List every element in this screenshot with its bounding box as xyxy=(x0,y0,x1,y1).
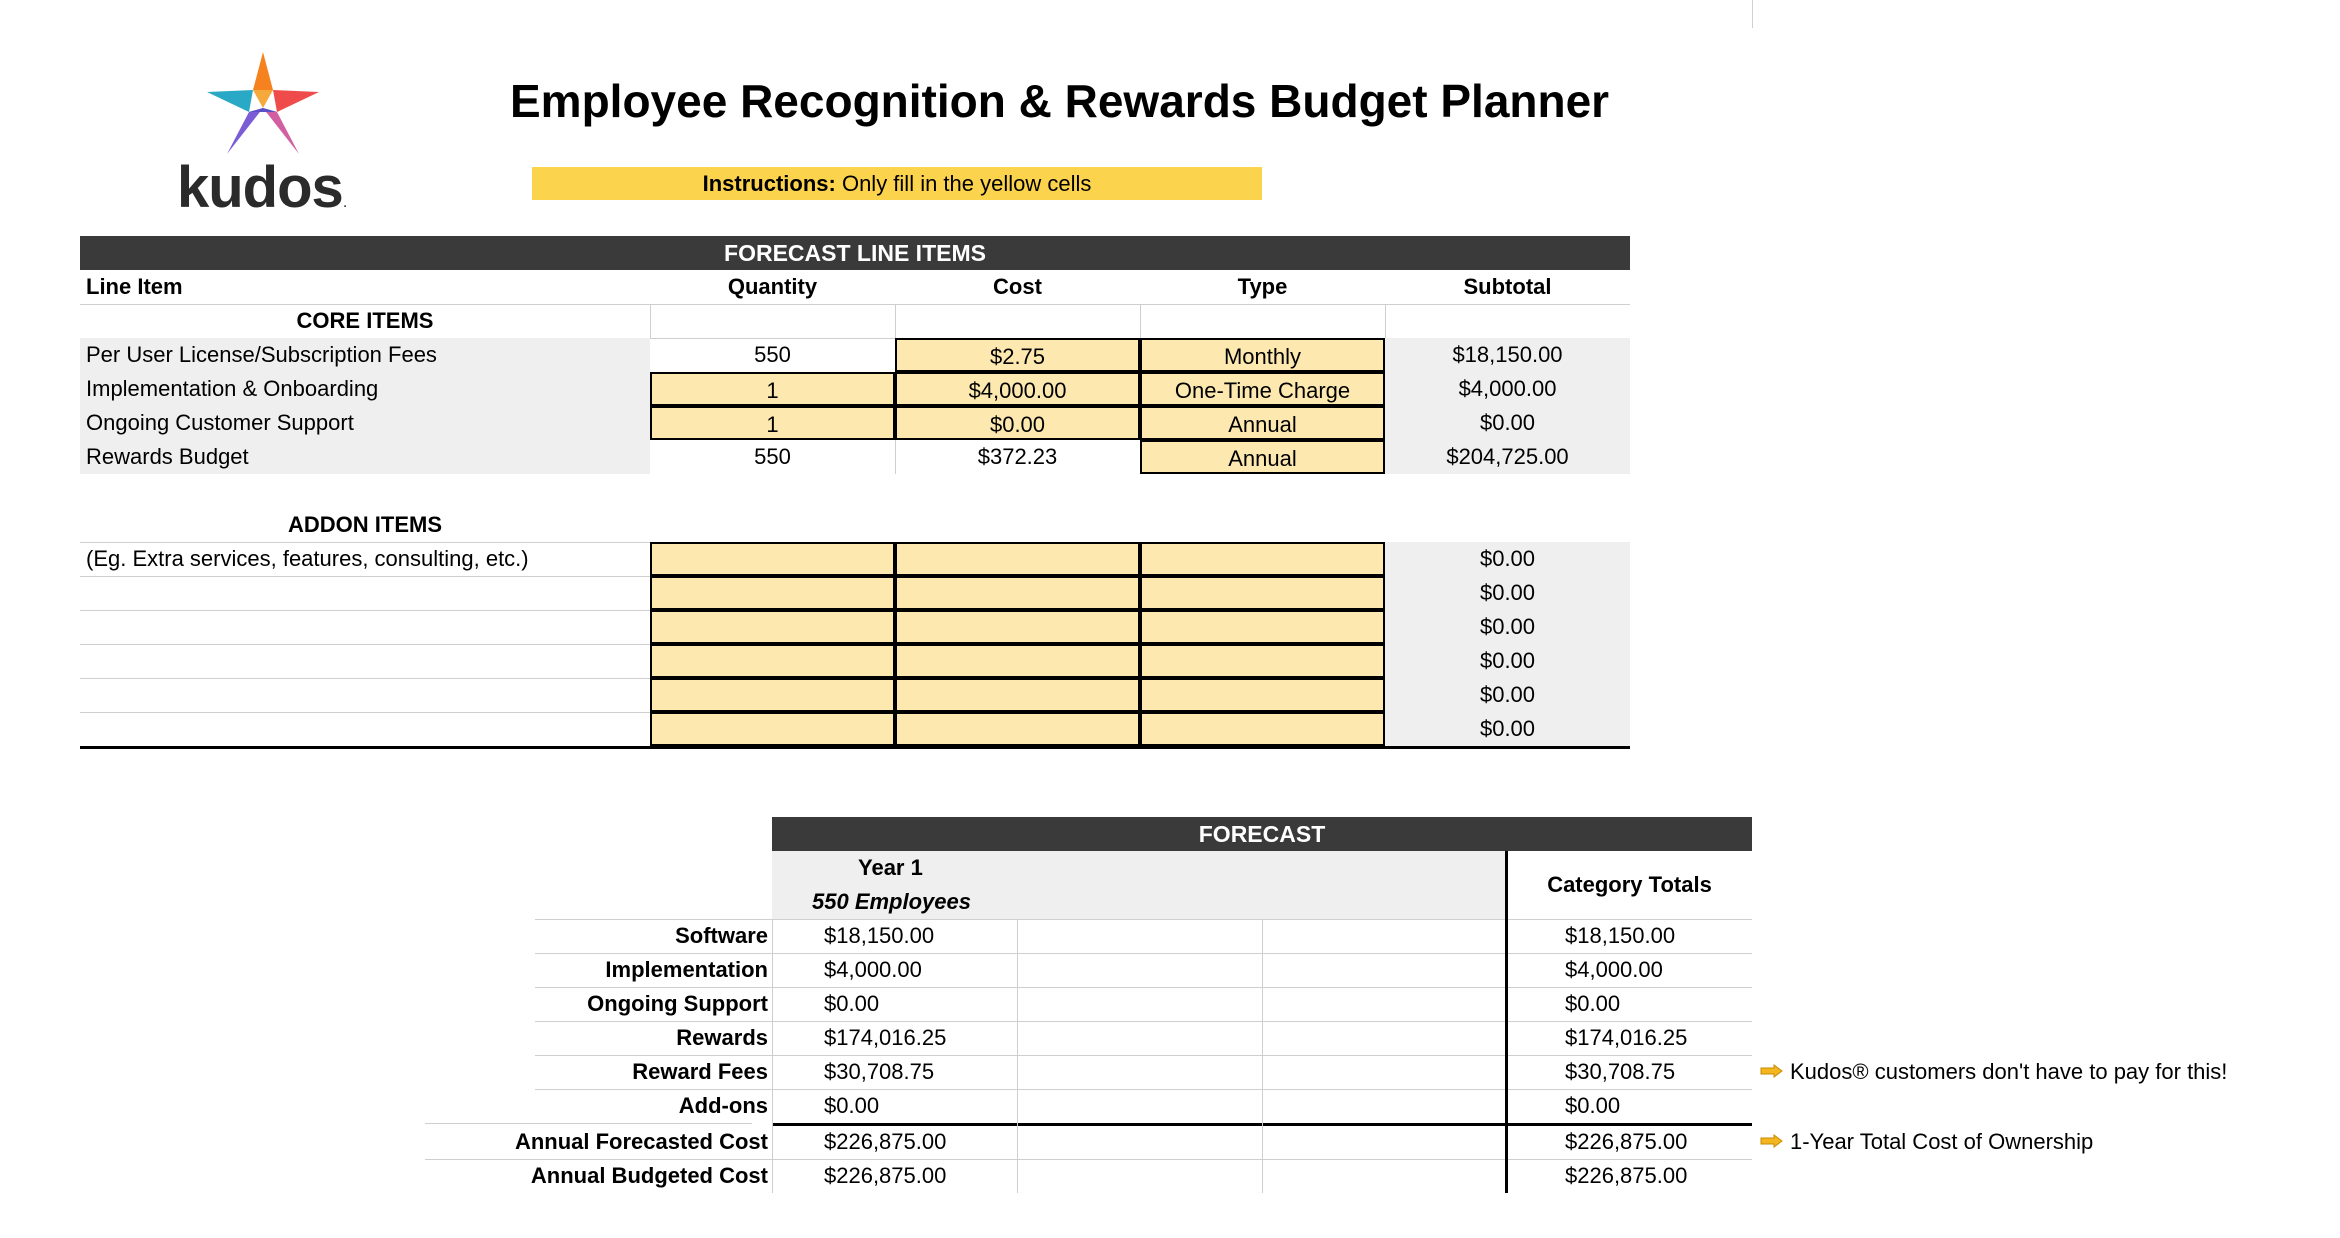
addon-quantity-cell[interactable] xyxy=(650,610,895,644)
forecast-header: FORECAST xyxy=(772,817,1752,851)
addon-quantity-cell[interactable] xyxy=(650,678,895,712)
addon-line-item xyxy=(80,576,650,610)
core-line-item: Per User License/Subscription Fees xyxy=(80,338,650,372)
addon-bottom-rule xyxy=(80,746,1630,749)
employees-label: 550 Employees xyxy=(772,885,1507,919)
addon-cost-cell[interactable] xyxy=(895,644,1140,678)
addon-quantity-cell[interactable] xyxy=(650,712,895,746)
forecast-year1-value: $0.00 xyxy=(824,1093,880,1118)
core-line-item: Ongoing Customer Support xyxy=(80,406,650,440)
forecast-note xyxy=(1760,1055,2320,1089)
category-totals-label: Category Totals xyxy=(1547,872,1712,897)
kudos-logo xyxy=(175,50,375,220)
forecast-year1-value: $174,016.25 xyxy=(824,1025,947,1050)
addon-items-title: ADDON ITEMS xyxy=(288,512,442,537)
core-quantity-cell[interactable]: 1 xyxy=(650,406,895,440)
addon-cost-cell[interactable] xyxy=(895,678,1140,712)
col3-divider xyxy=(1262,919,1263,1193)
col-header-quantity: Quantity xyxy=(727,274,818,299)
core-type-cell[interactable]: Monthly xyxy=(1140,338,1385,372)
addon-cost-cell[interactable] xyxy=(895,610,1140,644)
cost-divider-rewards xyxy=(895,440,896,474)
forecast-row-label: Annual Budgeted Cost xyxy=(530,1163,768,1188)
brand-registered-mark: . xyxy=(342,194,347,211)
addon-subtotal-cell: $0.00 xyxy=(1385,576,1630,610)
addon-type-cell[interactable] xyxy=(1140,678,1385,712)
forecast-year1-value: $4,000.00 xyxy=(824,957,922,982)
addon-subtotal-cell: $0.00 xyxy=(1385,542,1630,576)
addon-cost-cell[interactable] xyxy=(895,542,1140,576)
col-header-line-item: Line Item xyxy=(86,274,183,299)
annual-cost-rule xyxy=(425,1123,752,1124)
year1-col-left xyxy=(772,919,773,1193)
core-subtotal-cell: $0.00 xyxy=(1385,406,1630,440)
forecast-year1-value: $18,150.00 xyxy=(824,923,935,948)
addon-line-item xyxy=(80,678,650,712)
addon-type-cell[interactable] xyxy=(1140,610,1385,644)
core-quantity-cell: 550 xyxy=(754,342,791,367)
pointing-hand-icon xyxy=(1760,1059,1790,1084)
forecast-note-text: Kudos® customers don't have to pay for this! xyxy=(1790,1059,2228,1084)
instructions-text: Only fill in the yellow cells xyxy=(841,171,1092,196)
core-cost-cell[interactable]: $0.00 xyxy=(895,406,1140,440)
addon-type-cell[interactable] xyxy=(1140,542,1385,576)
addon-type-cell[interactable] xyxy=(1140,576,1385,610)
forecast-category-total: $0.00 xyxy=(1565,991,1621,1016)
forecast-row-label: Annual Forecasted Cost xyxy=(514,1129,768,1154)
core-type-cell[interactable]: Annual xyxy=(1140,406,1385,440)
forecast-category-total: $30,708.75 xyxy=(1565,1059,1676,1084)
brand-name: kudos. xyxy=(177,155,347,220)
instructions-banner xyxy=(532,167,1262,200)
core-line-item: Implementation & Onboarding xyxy=(80,372,650,406)
addon-line-item xyxy=(80,712,650,746)
core-subtotal-cell: $204,725.00 xyxy=(1385,440,1630,474)
core-type-cell[interactable]: Annual xyxy=(1140,440,1385,474)
forecast-category-total: $4,000.00 xyxy=(1565,957,1663,982)
totals-divider xyxy=(1505,851,1508,1193)
core-cost-cell[interactable]: $2.75 xyxy=(895,338,1140,372)
addon-type-cell[interactable] xyxy=(1140,644,1385,678)
qty-col-divider-top xyxy=(895,304,896,338)
addon-subtotal-cell: $0.00 xyxy=(1385,678,1630,712)
addon-quantity-cell[interactable] xyxy=(650,576,895,610)
type-col-divider-top xyxy=(1385,304,1386,338)
forecast-category-total: $226,875.00 xyxy=(1565,1163,1688,1188)
col2-divider xyxy=(1017,919,1018,1193)
instructions-label: Instructions: xyxy=(702,171,836,196)
forecast-category-total: $18,150.00 xyxy=(1565,923,1676,948)
forecast-row-label: Ongoing Support xyxy=(587,991,768,1016)
col-header-type: Type xyxy=(1237,274,1288,299)
forecast-row-label: Rewards xyxy=(676,1025,768,1050)
core-subtotal-cell: $18,150.00 xyxy=(1385,338,1630,372)
forecast-year1-value: $30,708.75 xyxy=(824,1059,935,1084)
cost-col-divider-top xyxy=(1140,304,1141,338)
forecast-year1-value: $226,875.00 xyxy=(824,1163,947,1188)
forecast-row-label: Reward Fees xyxy=(632,1059,768,1084)
addon-subtotal-cell: $0.00 xyxy=(1385,644,1630,678)
forecast-row-label: Add-ons xyxy=(678,1093,768,1118)
addon-quantity-cell[interactable] xyxy=(650,542,895,576)
forecast-row-label: Implementation xyxy=(605,957,768,982)
addon-cost-cell[interactable] xyxy=(895,712,1140,746)
page-title: Employee Recognition & Rewards Budget Planner xyxy=(510,75,1610,127)
forecast-category-total: $174,016.25 xyxy=(1565,1025,1688,1050)
star-logo-icon xyxy=(203,50,323,160)
forecast-year1-value: $0.00 xyxy=(824,991,880,1016)
addon-line-item xyxy=(80,610,650,644)
addon-subtotal-cell: $0.00 xyxy=(1385,610,1630,644)
core-quantity-cell: 550 xyxy=(754,444,791,469)
forecast-row-label: Software xyxy=(675,923,768,948)
core-cost-cell: $372.23 xyxy=(977,444,1058,469)
core-items-title: CORE ITEMS xyxy=(296,308,434,333)
forecast-note xyxy=(1760,1125,2320,1159)
item-col-divider-top xyxy=(650,304,651,338)
forecast-category-total: $0.00 xyxy=(1565,1093,1621,1118)
core-type-cell[interactable]: One-Time Charge xyxy=(1140,372,1385,406)
core-line-item: Rewards Budget xyxy=(80,440,650,474)
forecast-category-total: $226,875.00 xyxy=(1565,1129,1688,1154)
col-header-subtotal: Subtotal xyxy=(1463,274,1552,299)
addon-quantity-cell[interactable] xyxy=(650,644,895,678)
addon-cost-cell[interactable] xyxy=(895,576,1140,610)
col-header-cost: Cost xyxy=(993,274,1042,299)
forecast-year1-value: $226,875.00 xyxy=(824,1129,947,1154)
forecast-line-items-header: FORECAST LINE ITEMS xyxy=(80,236,1630,270)
forecast-note-text: 1-Year Total Cost of Ownership xyxy=(1790,1129,2094,1154)
sheet-edge-line xyxy=(1752,0,1753,28)
addon-line-item xyxy=(80,644,650,678)
core-cost-cell[interactable]: $4,000.00 xyxy=(895,372,1140,406)
addon-line-item: (Eg. Extra services, features, consulting, etc.) xyxy=(86,546,529,571)
addon-type-cell[interactable] xyxy=(1140,712,1385,746)
addon-subtotal-cell: $0.00 xyxy=(1385,712,1630,746)
core-subtotal-cell: $4,000.00 xyxy=(1385,372,1630,406)
core-quantity-cell[interactable]: 1 xyxy=(650,372,895,406)
year-1-label: Year 1 xyxy=(772,851,1507,885)
pointing-hand-icon xyxy=(1760,1129,1790,1154)
